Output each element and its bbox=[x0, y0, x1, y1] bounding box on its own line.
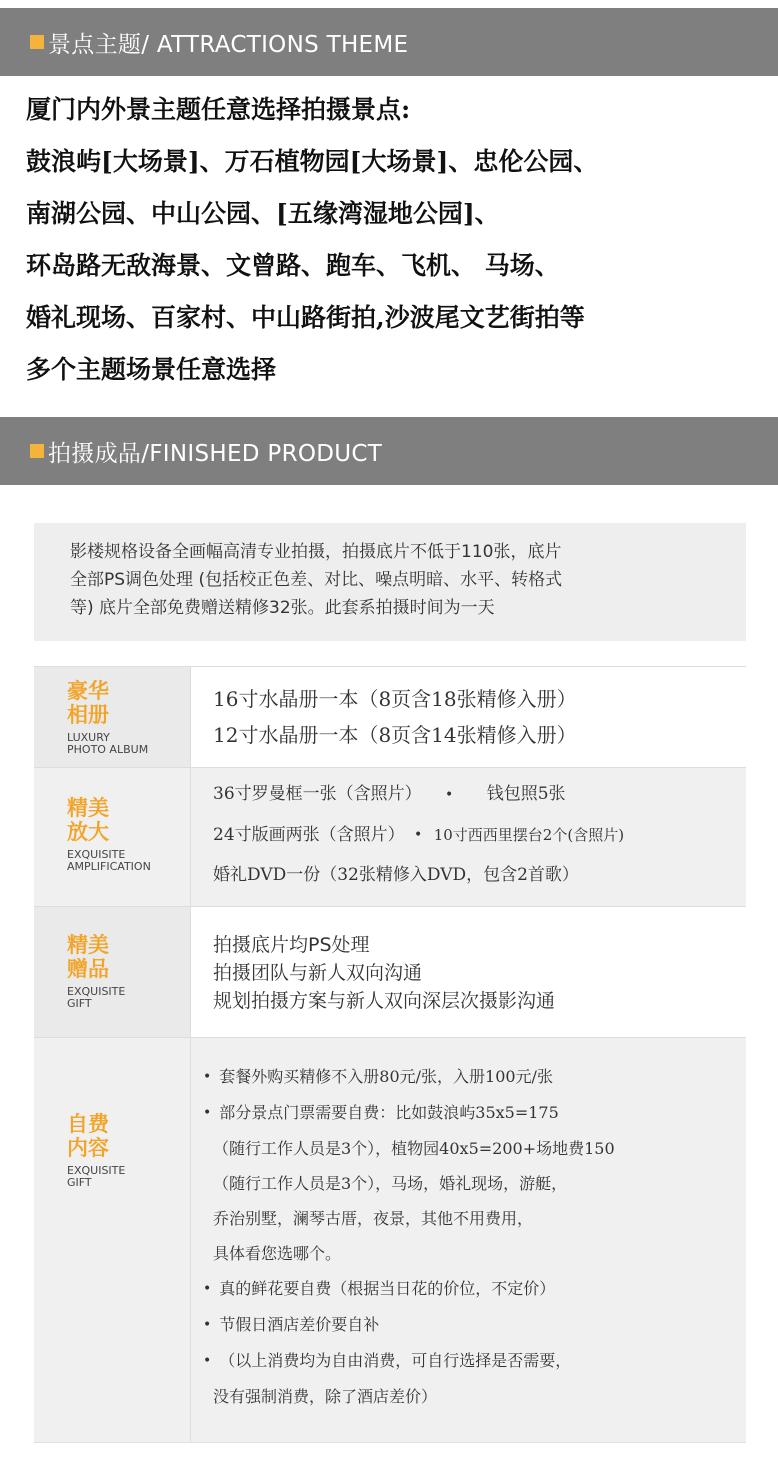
content-line: 12寸水晶册一本（8页含14张精修入册） bbox=[213, 723, 577, 747]
row-label bbox=[34, 768, 190, 906]
list-item bbox=[203, 1095, 746, 1131]
item-text: 24寸版画两张（含照片） bbox=[213, 824, 405, 845]
summary-line: 等) 底片全部免费赠送精修32张。此套系拍摄时间为一天 bbox=[70, 598, 495, 618]
label-cn: 精美 bbox=[67, 796, 109, 820]
content-line bbox=[213, 815, 746, 856]
attractions-line: 厦门内外景主题任意选择拍摄景点: bbox=[26, 95, 411, 124]
item-text: 节假日酒店差价要自补 bbox=[219, 1315, 380, 1334]
bullet-icon: • bbox=[203, 1281, 212, 1297]
attractions-text bbox=[26, 84, 766, 396]
summary-line: 全部PS调色处理 (包括校正色差、对比、噪点明暗、水平、转格式 bbox=[70, 570, 563, 590]
row-label bbox=[34, 1038, 190, 1442]
list-item bbox=[203, 1379, 746, 1414]
attractions-line: 鼓浪屿[大场景]、万石植物园[大场景]、忠伦公园、 bbox=[26, 147, 599, 176]
row-content bbox=[190, 667, 746, 767]
label-cn: 豪华 bbox=[67, 679, 109, 703]
item-text: 真的鲜花要自费（根据当日花的价位，不定价） bbox=[219, 1279, 556, 1298]
item-text: 36寸罗曼框一张（含照片） bbox=[213, 784, 422, 804]
label-en: GIFT bbox=[67, 997, 92, 1010]
list-item bbox=[203, 1201, 746, 1236]
table-row-extra bbox=[34, 1037, 746, 1442]
summary-box bbox=[34, 523, 746, 641]
bullet-icon: • bbox=[203, 1105, 212, 1121]
attractions-line: 环岛路无敌海景、文曾路、跑车、飞机、 马场、 bbox=[26, 251, 560, 280]
label-cn: 精美 bbox=[67, 933, 109, 957]
content-line bbox=[213, 774, 746, 815]
content-line: 16寸水晶册一本（8页含18张精修入册） bbox=[213, 687, 577, 711]
list-item bbox=[203, 1271, 746, 1307]
content-line: 拍摄团队与新人双向沟通 bbox=[213, 962, 423, 984]
summary-line: 影楼规格设备全画幅高清专业拍摄，拍摄底片不低于110张，底片 bbox=[70, 542, 562, 562]
attractions-line: 婚礼现场、百家村、中山路街拍,沙波尾文艺街拍等 bbox=[26, 303, 585, 332]
row-label bbox=[34, 667, 190, 767]
divider bbox=[34, 1442, 746, 1443]
section-header-attractions bbox=[0, 8, 778, 76]
content-line: 规划拍摄方案与新人双向深层次摄影沟通 bbox=[213, 990, 556, 1012]
attractions-line: 南湖公园、中山公园、[五缘湾湿地公园]、 bbox=[26, 199, 500, 228]
label-cn: 内容 bbox=[67, 1136, 109, 1160]
label-cn: 相册 bbox=[67, 703, 109, 727]
label-en: EXQUISITE bbox=[67, 848, 126, 861]
section-title-attractions: 景点主题/ ATTRACTIONS THEME bbox=[48, 31, 409, 58]
list-item bbox=[203, 1343, 746, 1379]
bullet-icon: • bbox=[414, 827, 423, 843]
label-cn: 自费 bbox=[67, 1112, 109, 1136]
section-header-finished bbox=[0, 417, 778, 485]
item-text: 没有强制消费，除了酒店差价） bbox=[213, 1387, 438, 1406]
orange-square-icon bbox=[30, 444, 44, 458]
row-content bbox=[190, 768, 746, 906]
label-en: EXQUISITE bbox=[67, 1164, 126, 1177]
item-text: 乔治别墅，澜琴古厝，夜景，其他不用费用， bbox=[213, 1209, 534, 1228]
item-text: 10寸西西里摆台2个(含照片) bbox=[433, 825, 625, 844]
list-item bbox=[203, 1131, 746, 1166]
item-text: 具体看您选哪个。 bbox=[213, 1244, 342, 1263]
label-cn: 放大 bbox=[67, 820, 109, 844]
label-en: GIFT bbox=[67, 1176, 92, 1189]
table-row-gift bbox=[34, 906, 746, 1037]
item-text: 套餐外购买精修不入册80元/张，入册100元/张 bbox=[219, 1067, 553, 1086]
table-row-amplification bbox=[34, 767, 746, 906]
list-item bbox=[203, 1166, 746, 1201]
label-en: LUXURY bbox=[67, 731, 110, 744]
bullet-icon: • bbox=[445, 786, 454, 803]
item-text: （以上消费均为自由消费，可自行选择是否需要， bbox=[219, 1351, 572, 1370]
attractions-line: 多个主题场景任意选择 bbox=[26, 355, 277, 384]
row-content bbox=[190, 907, 746, 1037]
table-row-album bbox=[34, 666, 746, 767]
label-cn: 赠品 bbox=[67, 957, 109, 981]
row-label bbox=[34, 907, 190, 1037]
list-item bbox=[203, 1236, 746, 1271]
orange-square-icon bbox=[30, 35, 44, 49]
row-content bbox=[190, 1038, 746, 1442]
label-en: AMPLIFICATION bbox=[67, 860, 151, 873]
bullet-icon: • bbox=[203, 1353, 212, 1369]
item-text: 部分景点门票需要自费：比如鼓浪屿35x5=175 bbox=[219, 1103, 559, 1122]
label-en: PHOTO ALBUM bbox=[67, 743, 149, 756]
item-text: 钱包照5张 bbox=[486, 784, 566, 804]
content-line: 拍摄底片均PS处理 bbox=[213, 934, 370, 956]
list-item bbox=[203, 1059, 746, 1095]
item-text: （随行工作人员是3个），马场，婚礼现场，游艇， bbox=[213, 1174, 568, 1193]
bullet-icon: • bbox=[203, 1317, 212, 1333]
label-en: EXQUISITE bbox=[67, 985, 126, 998]
bullet-icon: • bbox=[203, 1069, 212, 1085]
section-title-finished: 拍摄成品/FINISHED PRODUCT bbox=[48, 440, 383, 467]
item-text: （随行工作人员是3个），植物园40x5=200+场地费150 bbox=[213, 1139, 615, 1158]
list-item bbox=[203, 1307, 746, 1343]
content-line: 婚礼DVD一份（32张精修入DVD，包含2首歌） bbox=[213, 865, 579, 885]
